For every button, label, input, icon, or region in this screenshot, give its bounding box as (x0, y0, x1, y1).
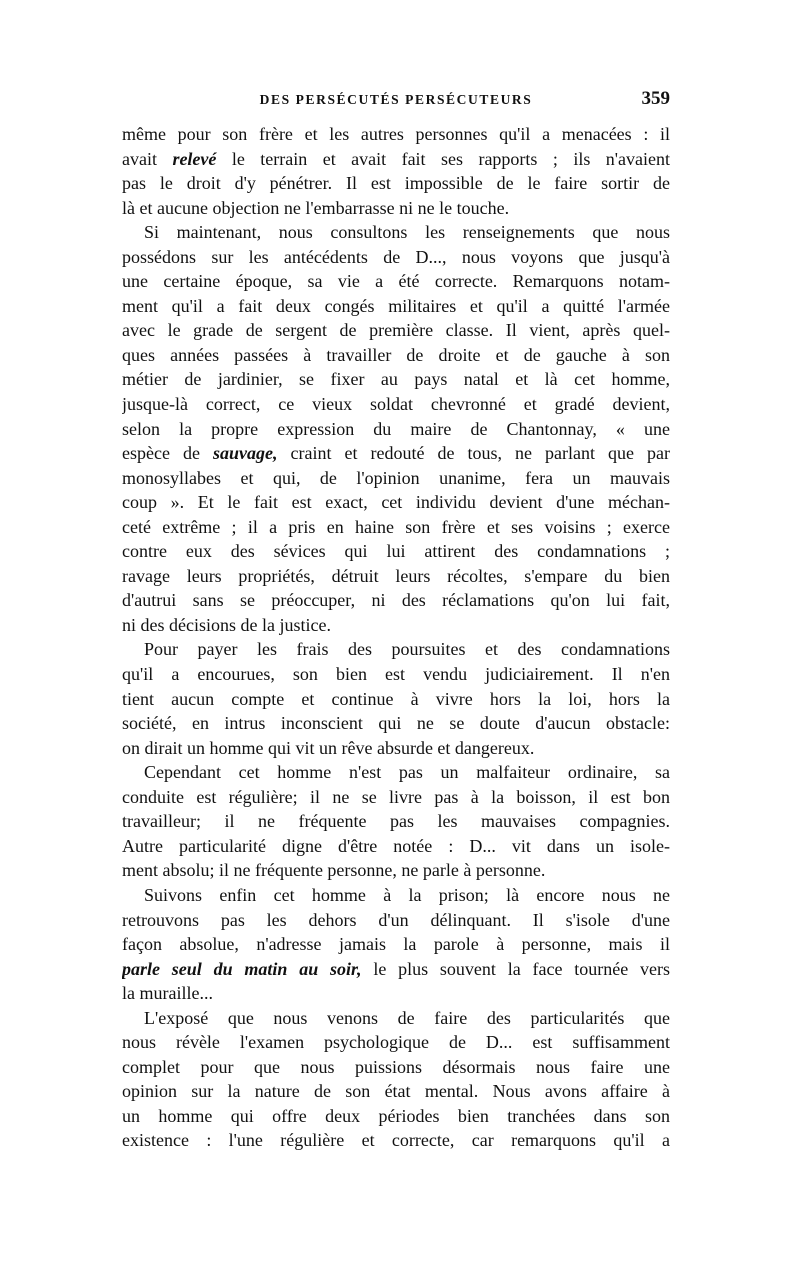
text-line: contre eux des sévices qui lui attirent des condamnations ; (122, 541, 670, 562)
text-line: selon la propre expression du maire de Chantonnay, « une (122, 418, 670, 439)
text-segment: espèce de (122, 443, 213, 464)
text-line: Suivons enfin cet homme à la prison; là encore nous ne (144, 884, 670, 905)
text-line: ment qu'il a fait deux congés militaires et qu'il a quitté l'armée (122, 295, 670, 316)
emphasis-text: relevé (172, 148, 217, 169)
body-text (122, 122, 670, 1153)
text-line: métier de jardinier, se fixer au pays natal et là cet homme, (122, 369, 670, 390)
text-segment: craint et redouté de tous, ne parlant que par (277, 443, 670, 464)
text-line: là et aucune objection ne l'embarrasse ni ne le touche. (122, 197, 510, 218)
text-line: ceté extrême ; il a pris en haine son frère et ses voisins ; exerce (122, 516, 670, 537)
text-line: d'autrui sans se préoccuper, ni des réclamations qu'on lui fait, (122, 590, 670, 611)
text-line (122, 441, 670, 466)
text-line: même pour son frère et les autres personnes qu'il a menacées : il (122, 124, 670, 144)
text-line: conduite est régulière; il ne se livre pas à la boisson, il est bon (122, 786, 670, 807)
page-number: 359 (641, 88, 670, 109)
text-line: possédons sur les antécédents de D..., nous voyons que jusqu'à (122, 246, 670, 267)
text-line: L'exposé que nous venons de faire des particularités que (144, 1007, 670, 1028)
text-line: façon absolue, n'adresse jamais la parole à personne, mais il (122, 934, 670, 955)
text-line: on dirait un homme qui vit un rêve absurde et dangereux. (122, 737, 535, 758)
text-line: avec le grade de sergent de première classe. Il vient, après quel- (122, 320, 670, 341)
running-title: DES PERSÉCUTÉS PERSÉCUTEURS (259, 92, 533, 107)
text-segment: le terrain et avait fait ses rapports ; ils n'avaient (216, 148, 670, 169)
text-line: monosyllabes et qui, de l'opinion unanime, fera un mauvais (122, 467, 670, 488)
text-line: ques années passées à travailler de droite et de gauche à son (122, 344, 670, 365)
text-line: retrouvons pas les dehors d'un délinquant. Il s'isole d'une (122, 909, 670, 930)
text-segment: le plus souvent la face tournée vers (361, 958, 670, 979)
text-line: pas le droit d'y pénétrer. Il est impossible de le faire sortir de (122, 173, 670, 194)
text-line: ravage leurs propriétés, détruit leurs récoltes, s'empare du bien (122, 565, 670, 586)
text-line: nous révèle l'examen psychologique de D... est suffisamment (122, 1032, 670, 1053)
text-line: qu'il a encourues, son bien est vendu judiciairement. Il n'en (122, 664, 670, 685)
text-line: tient aucun compte et continue à vivre hors la loi, hors la (122, 688, 670, 709)
text-line (122, 147, 670, 172)
text-line: Pour payer les frais des poursuites et des condamnations (144, 639, 670, 660)
text-line: ni des décisions de la justice. (122, 614, 331, 635)
text-line: existence : l'une régulière et correcte, car remarquons qu'il a (122, 1130, 670, 1151)
text-segment: avait (122, 148, 173, 169)
text-line: société, en intrus inconscient qui ne se doute d'aucun obstacle: (122, 713, 670, 734)
text-line: Si maintenant, nous consultons les renseignements que nous (144, 222, 670, 243)
text-line (122, 957, 670, 982)
text-line: un homme qui offre deux périodes bien tranchées dans son (122, 1105, 670, 1126)
text-line: Cependant cet homme n'est pas un malfaiteur ordinaire, sa (144, 762, 670, 783)
emphasis-text: parle seul du matin au soir, (122, 958, 362, 979)
text-line: la muraille... (122, 983, 213, 1004)
emphasis-text: sauvage, (212, 443, 278, 464)
text-line: complet pour que nous puissions désormais nous faire une (122, 1056, 670, 1077)
text-line: ment absolu; il ne fréquente personne, ne parle à personne. (122, 860, 546, 881)
text-line: opinion sur la nature de son état mental. Nous avons affaire à (122, 1081, 670, 1102)
text-line: coup ». Et le fait est exact, cet individu devient d'une méchan- (122, 492, 670, 513)
text-line: travailleur; il ne fréquente pas les mauvaises compagnies. (122, 811, 670, 832)
text-line: Autre particularité digne d'être notée : D... vit dans un isole- (122, 835, 670, 856)
text-line: jusque-là correct, ce vieux soldat chevronné et gradé devient, (122, 394, 670, 415)
text-line: une certaine époque, sa vie a été correcte. Remarquons notam- (122, 271, 670, 292)
page-header (122, 88, 670, 114)
